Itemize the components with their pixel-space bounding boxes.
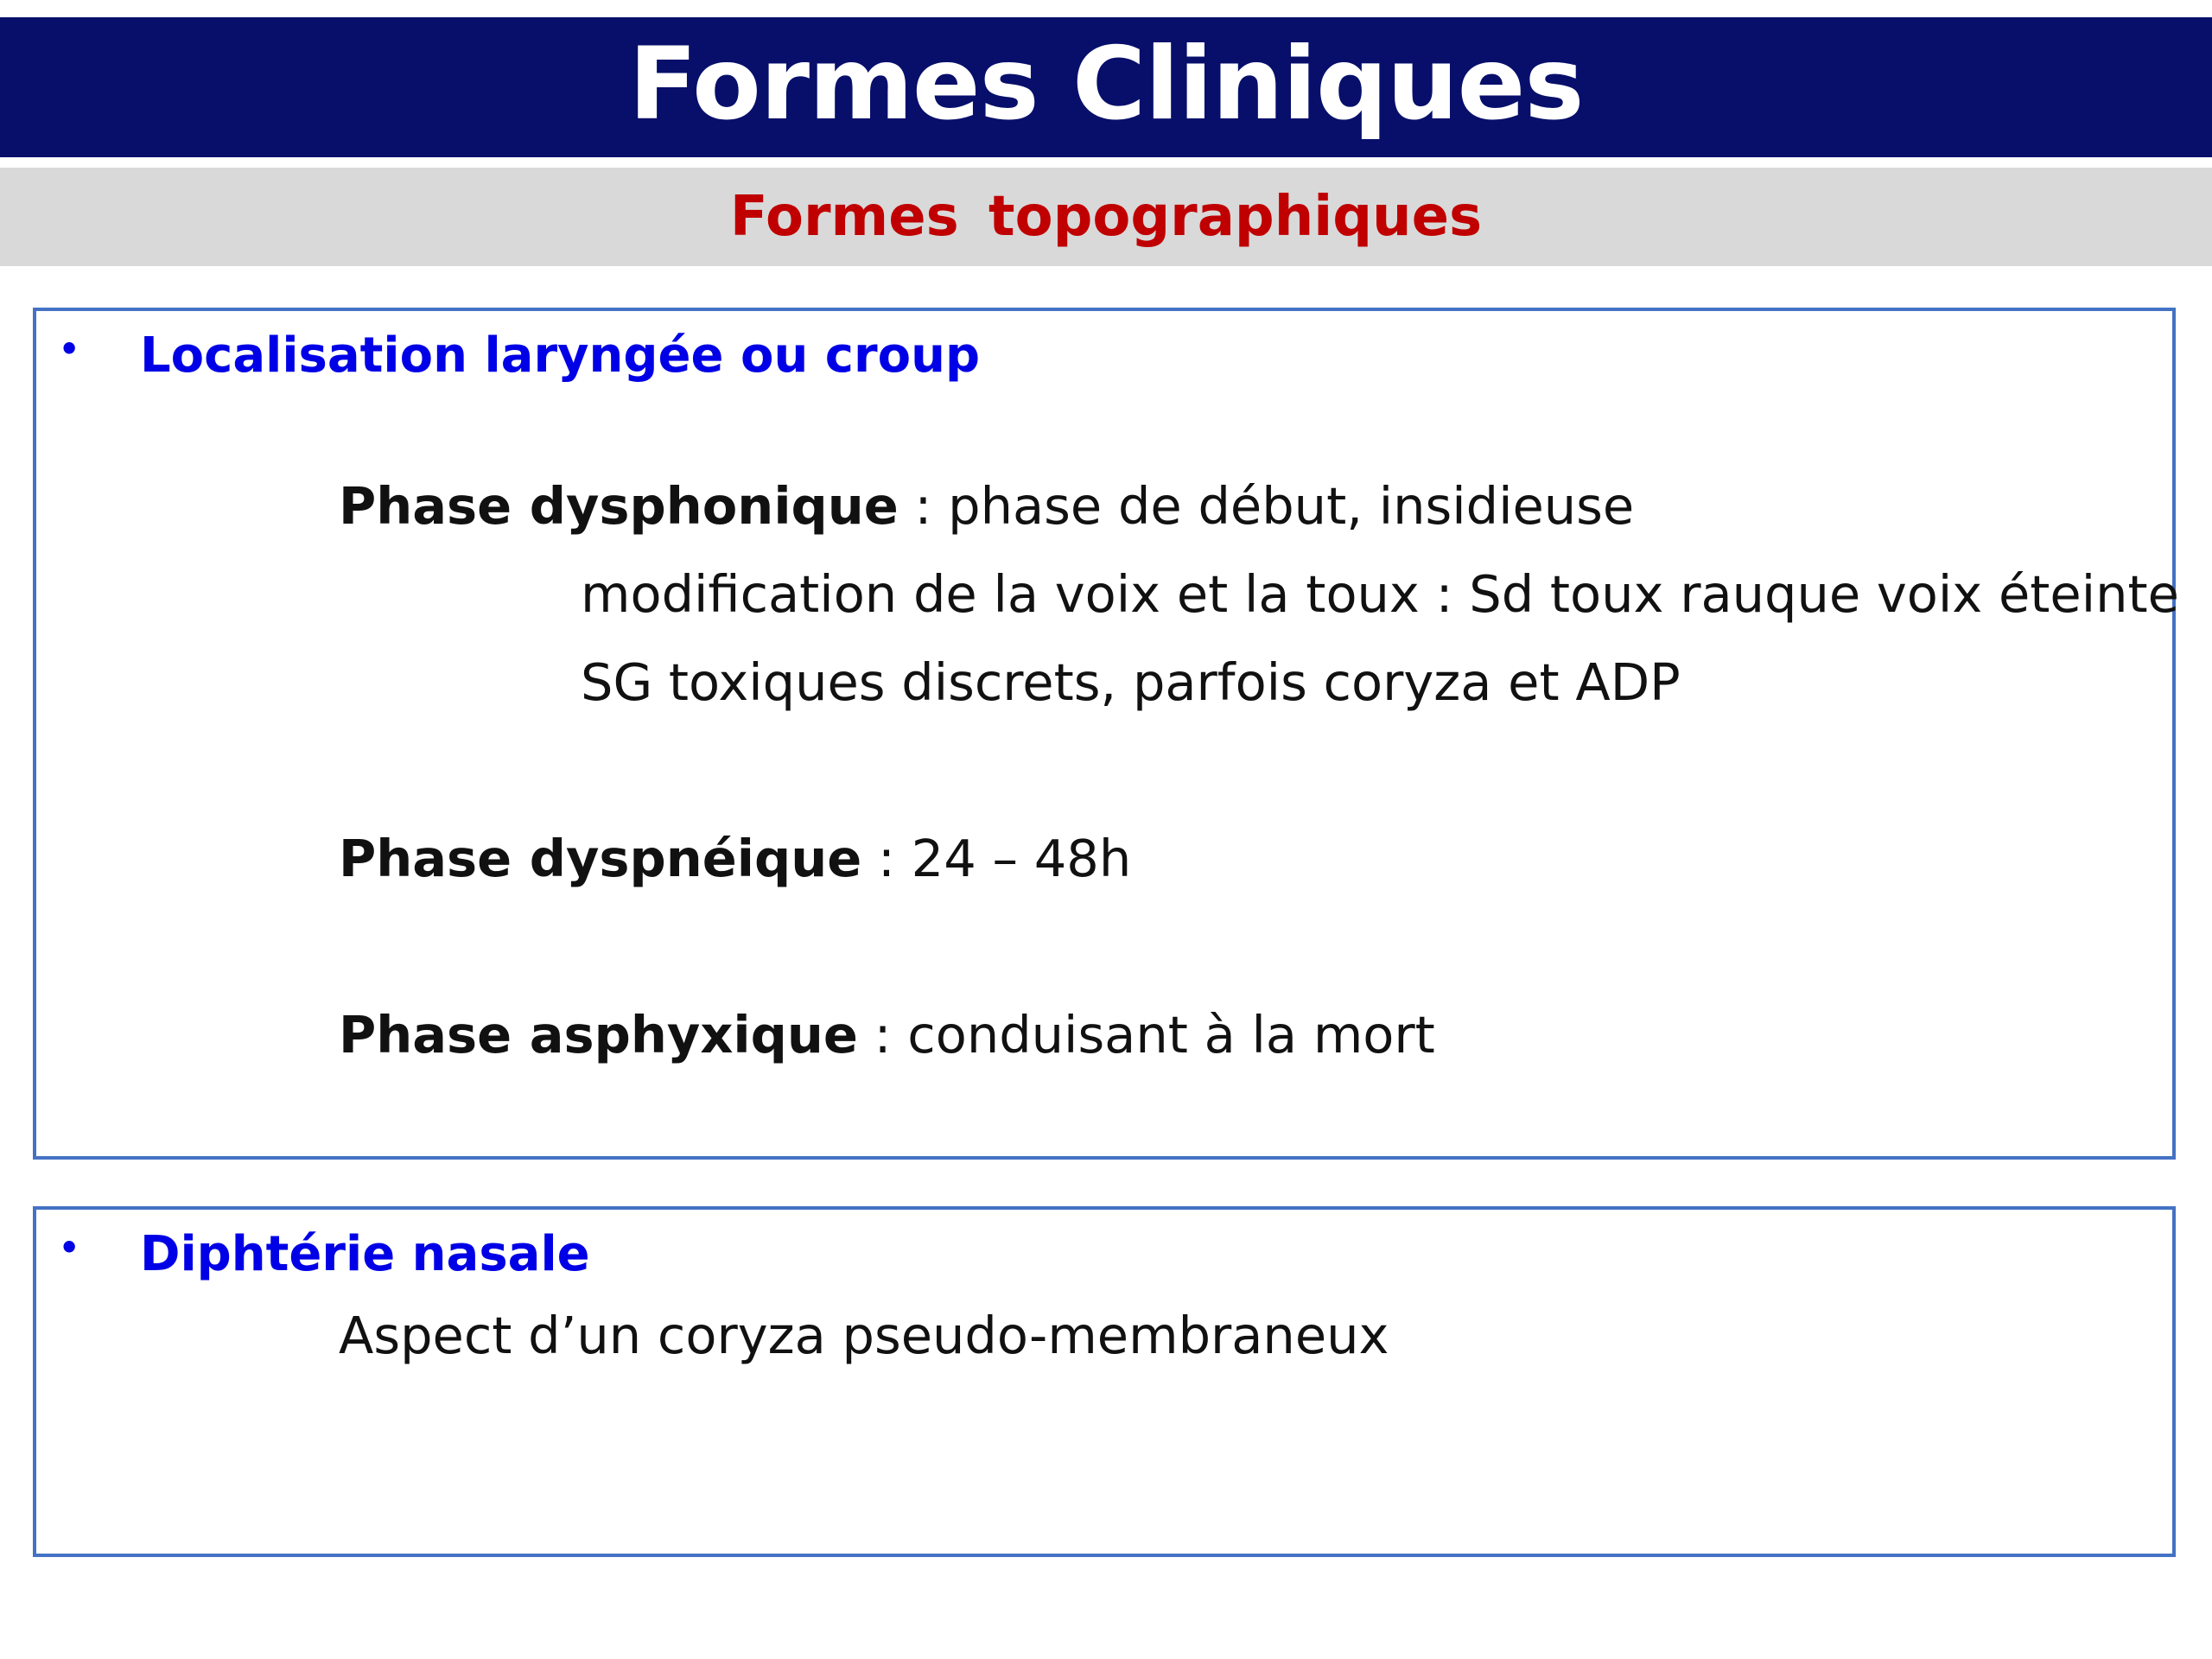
- bullet-icon: •: [59, 1229, 80, 1267]
- bullet-icon: •: [59, 330, 80, 368]
- nasal-description: Aspect d’un coryza pseudo-membraneux: [339, 1306, 1389, 1365]
- phase-dysphonic-text: : phase de début, insidieuse: [898, 476, 1635, 536]
- phase-asphyxic-line: [339, 1005, 1435, 1065]
- nasal-section-box: [33, 1206, 2176, 1557]
- phase-dysphonic-label: Phase dysphonique: [339, 476, 899, 536]
- phase-dyspneic-label: Phase dyspnéique: [339, 829, 862, 888]
- phase-dyspneic-text: : 24 – 48h: [861, 829, 1132, 888]
- phase-dysphonic-detail-1: modification de la voix et la toux : Sd toux rauque voix éteinte: [581, 564, 2179, 624]
- phase-dyspneic-line: [339, 829, 1132, 888]
- phase-dysphonic-detail-2: SG toxiques discrets, parfois coryza et ADP: [581, 652, 1681, 712]
- phase-asphyxic-text: : conduisant à la mort: [857, 1005, 1435, 1065]
- phase-asphyxic-label: Phase asphyxique: [339, 1005, 858, 1065]
- laryngeal-heading: Localisation laryngée ou croup: [140, 327, 981, 384]
- phase-dysphonic-line: [339, 476, 1635, 536]
- slide-title: Formes Cliniques: [628, 26, 1584, 143]
- laryngeal-section-box: [33, 308, 2179, 1160]
- subtitle-bar: [0, 168, 2212, 266]
- title-bar: [0, 17, 2212, 157]
- nasal-heading: Diphtérie nasale: [140, 1226, 590, 1282]
- slide-subtitle: Formes topographiques: [729, 185, 1483, 249]
